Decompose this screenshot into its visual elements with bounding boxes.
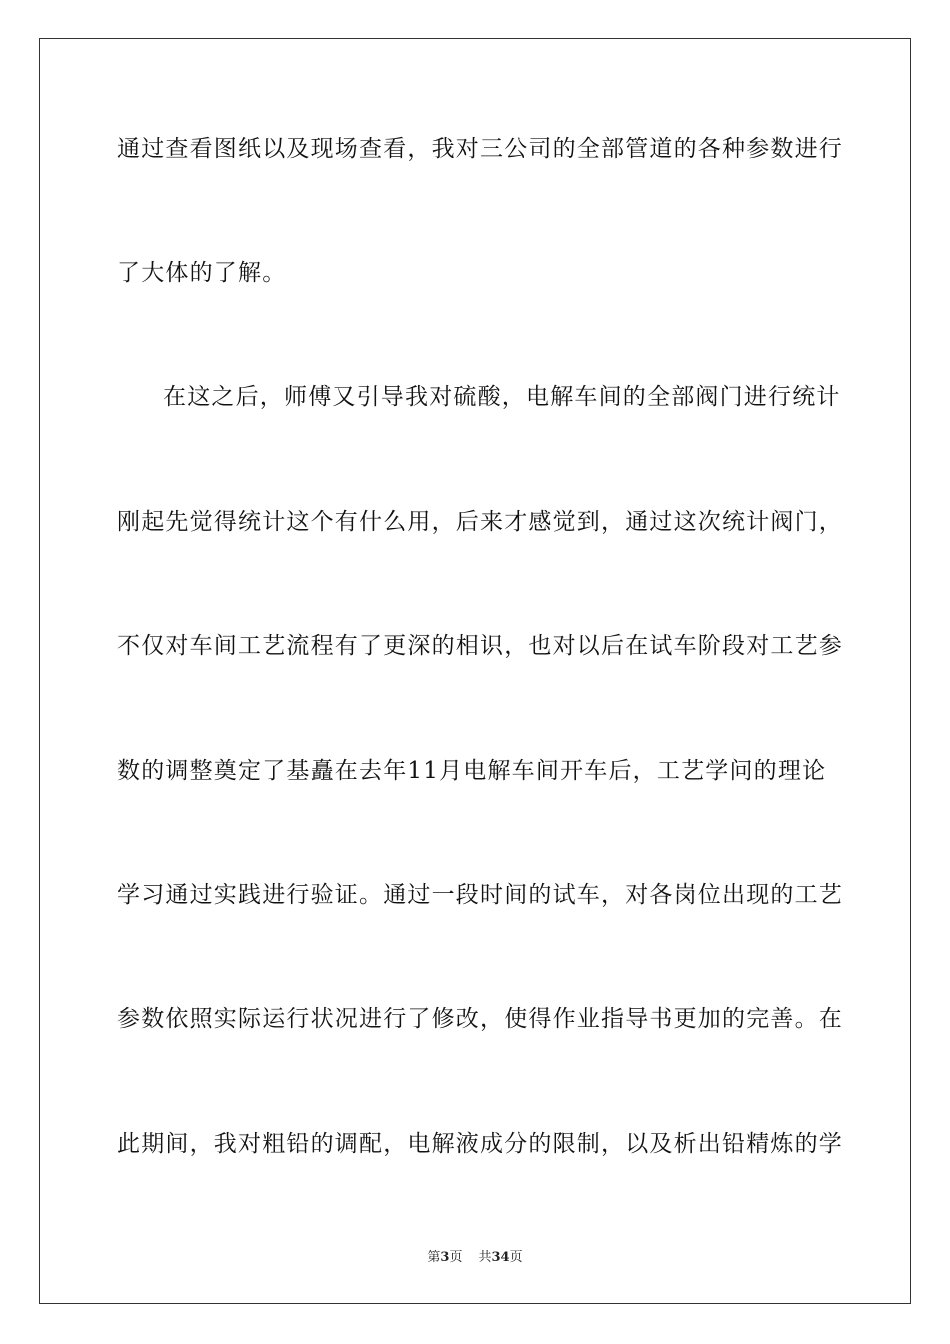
page-number: 3: [440, 1250, 450, 1265]
total-pages: 34: [491, 1250, 510, 1265]
body-text-line-1: 通过查看图纸以及现场查看，我对三公司的全部管道的各种参数进行: [117, 136, 843, 162]
page-border: [39, 38, 911, 1304]
total-prefix: 共: [478, 1250, 492, 1265]
body-text-line-9: 此期间，我对粗铅的调配，电解液成分的限制，以及析出铅精炼的学: [117, 1131, 843, 1157]
body-text-line-4: 刚起先觉得统计这个有什么用，后来才感觉到，通过这次统计阀门，: [117, 509, 843, 535]
body-text-line-3: 在这之后，师傅又引导我对硫酸，电解车间的全部阀门进行统计: [163, 384, 841, 410]
body-text-line-7: 学习通过实践进行验证。通过一段时间的试车，对各岗位出现的工艺: [117, 882, 843, 908]
body-text-line-6: 数的调整奠定了基矗在去年11月电解车间开车后，工艺学问的理论: [117, 758, 827, 784]
body-text-line-5: 不仅对车间工艺流程有了更深的相识，也对以后在试车阶段对工艺参: [117, 633, 843, 659]
body-text-line-8: 参数依照实际运行状况进行了修改，使得作业指导书更加的完善。在: [117, 1006, 843, 1032]
page-footer: [0, 1250, 950, 1266]
page-suffix: 页: [449, 1250, 463, 1265]
total-suffix: 页: [509, 1250, 523, 1265]
body-text-line-2: 了大体的了解。: [117, 260, 287, 286]
page-prefix: 第: [427, 1250, 441, 1265]
